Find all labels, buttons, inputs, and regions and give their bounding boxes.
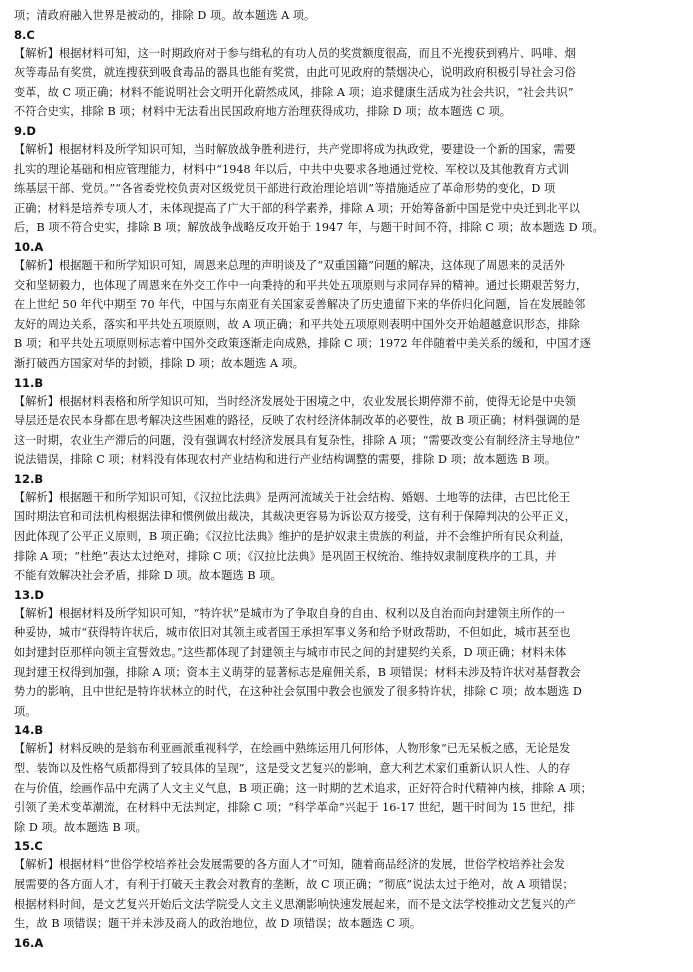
explanation-line: 灰等毒品有奖赏，就连搜获到吸食毒品的器具也能有奖赏，由此可见政府的禁烟决心，说明政府积极引导社会习俗 xyxy=(14,66,576,80)
explanation-line: 【解析】根据题干和所学知识可知，周恩来总理的声明谈及了“双重国籍”问题的解决，这体现了周恩来的灵活外 xyxy=(14,258,565,272)
explanation-line: 种妥协，城市“获得特许状后，城市依旧对其领主或者国王承担军事义务和给予财政帮助，不但如此，城市甚至也 xyxy=(14,626,571,640)
question-block xyxy=(14,26,681,122)
explanation-line: 根据材料时间，是文艺复兴开始后文法学院受人文主义思潮影响快速发展起来，而不是文法学校推动文艺复兴的产 xyxy=(14,897,576,911)
question-number: 8.C xyxy=(14,27,35,42)
explanation-line: 友好的周边关系，落实和平共处五项原则，故 A 项正确；和平共处五项原则表明中国外交开始超越意识形态，排除 xyxy=(14,317,580,331)
intro-line: 项；清政府融入世界是被动的，排除 D 项。故本题选 A 项。 xyxy=(14,9,316,22)
question-block xyxy=(14,721,681,837)
explanation-line: 【解析】根据材料“世俗学校培养社会发展需要的各方面人才”可知，随着商品经济的发展，世俗学校培养社会发 xyxy=(14,858,565,872)
question-block xyxy=(14,586,681,722)
explanation-line: 这一时期，农业生产滞后的问题，没有强调农村经济发展具有复杂性，排除 A 项；“需要改变公有制经济主导地位” xyxy=(14,433,581,447)
explanation-line: 势力的影响，且中世纪是特许状林立的时代，在这种社会氛围中教会也颁发了很多特许状，排除 C 项；故本题选 D xyxy=(14,685,582,699)
explanation-line: 变革，故 C 项正确；材料不能说明社会文明开化蔚然成风，排除 A 项；追求健康生活成为社会共识，“社会共识” xyxy=(14,85,574,99)
explanation-line: 生，故 B 项错误；题干并未涉及商人的政治地位，故 D 项错误；故本题选 C 项。 xyxy=(14,917,422,931)
explanation-line: 说法错误，排除 C 项；材料没有体现农村产业结构和进行产业结构调整的需要，排除 D 项；故本题选 B 项。 xyxy=(14,453,556,467)
explanation-line: 【解析】根据题干和所学知识可知，《汉拉比法典》是两河流域关于社会结构、婚姻、土地等的法律，古巴比伦王 xyxy=(14,490,571,504)
explanation-line: 项。 xyxy=(14,704,37,718)
explanation-line: 导层还是农民本身都在思考解决这些困难的路径，反映了农村经济体制改革的必要性，故 B 项正确；材料强调的是 xyxy=(14,414,581,428)
question-number: 11.B xyxy=(14,375,44,390)
question-number: 9.D xyxy=(14,123,36,138)
question-block xyxy=(14,837,681,933)
explanation-line: 正确；材料是培养专项人才，未体现提高了广大干部的科学素养，排除 A 项；开始筹备新中国是党中央迁到北平以 xyxy=(14,201,580,215)
explanation-line: 展需要的各方面人才，有利于打破天主教会对教育的垄断，故 C 项正确；“彻底”说法太过于绝对，故 A 项错误； xyxy=(14,877,574,891)
explanation-line: 现封建王权得到加强，排除 A 项；资本主义萌芽的显著标志是雇佣关系，B 项错误；材料未涉及特许状对基督教会 xyxy=(14,665,581,679)
explanation-line: 交和坚韧毅力，也体现了周恩来在外交工作中一向秉持的和平共处五项原则与求同存异的精神。通过长期艰苦努力， xyxy=(14,278,588,292)
explanation-line: 【解析】根据材料可知，这一时期政府对于参与缉私的有功人员的奖赏额度很高，而且不光搜获到鸦片、吗啡、烟 xyxy=(14,46,576,60)
explanation-line: 后，B 项不符合史实，排除 B 项；解放战争战略反攻开始于 1947 年，与题干时间不符，排除 C 项；故本题选 D 项。 xyxy=(14,221,604,235)
explanation-line: 【解析】根据材料及所学知识可知，当时解放战争胜利进行，共产党即将成为执政党，要建设一个新的国家，需要 xyxy=(14,142,576,156)
explanation-line: 练基层干部、党员。”“各省委党校负责对区级党员干部进行政治理论培训”等措施适应了革命形势的变化，D 项 xyxy=(14,182,556,196)
explanation-line: 排除 A 项；“杜绝”表达太过绝对，排除 C 项；《汉拉比法典》是巩固王权统治、维持奴隶制度秩序的工具，并 xyxy=(14,549,557,563)
explanation-line: 引领了美术变革潮流，在材料中无法判定，排除 C 项；“科学革命”兴起于 16-17 世纪，题干时间为 15 世纪，排 xyxy=(14,801,575,815)
question-block xyxy=(14,122,681,238)
explanation-line: 在与价值，绘画作品中充满了人文主义气息，B 项正确；这一时期的艺术追求，正好符合时代精神内核，排除 A 项； xyxy=(14,781,592,795)
explanation-line: 不能有效解决社会矛盾，排除 D 项。故本题选 B 项。 xyxy=(14,569,282,583)
question-number: 16.A xyxy=(14,935,44,950)
question-block xyxy=(14,934,681,952)
explanation-line: 渐打破西方国家对华的封锁，排除 D 项；故本题选 A 项。 xyxy=(14,356,305,370)
question-number: 15.C xyxy=(14,839,43,854)
question-block xyxy=(14,374,681,470)
explanation-line: 如封建封臣那样向领主宣誓效忠。”这些都体现了封建领主与城市市民之间的封建契约关系，D 项正确；材料未体 xyxy=(14,646,567,660)
explanation-line: B 项；和平共处五项原则标志着中国外交政策逐渐走向成熟，排除 C 项；1972 年伴随着中美关系的缓和，中国才逐 xyxy=(14,337,591,351)
question-number: 13.D xyxy=(14,587,44,602)
question-number: 14.B xyxy=(14,723,44,738)
explanation-line: 【解析】材料反映的是翁布利亚画派重视科学，在绘画中熟练运用几何形体，人物形象“已无呆板之感，无论是发 xyxy=(14,742,571,756)
explanation-line: 扎实的理论基础和相应管理能力，材料中“1948 年以后，中共中央要求各地通过党校、军校以及其他教育方式训 xyxy=(14,162,569,176)
explanation-line: 在上世纪 50 年代中期至 70 年代，中国与东南亚有关国家妥善解决了历史遗留下来的华侨归化问题，旨在发展睦邻 xyxy=(14,298,586,312)
explanation-line: 国时期法官和司法机构根据法律和惯例做出裁决，其裁决更容易为诉讼双方接受，这有利于保障判决的公平正义， xyxy=(14,510,576,524)
explanation-line: 除 D 项。故本题选 B 项。 xyxy=(14,820,147,834)
explanation-line: 因此体现了公平正义原则，B 项正确；《汉拉比法典》维护的是护奴隶主贵族的利益，并不会维护所有民众利益， xyxy=(14,530,571,544)
explanation-line: 型、装饰以及性格气质都得到了较具体的呈现”，这是受文艺复兴的影响，意大利艺术家们重新认识人性、人的存 xyxy=(14,762,571,775)
explanation-line: 不符合史实，排除 B 项；材料中无法看出民国政府地方治理获得成功，排除 D 项；故本题选 C 项。 xyxy=(14,105,512,119)
question-block xyxy=(14,470,681,586)
question-number: 10.A xyxy=(14,239,44,254)
question-block xyxy=(14,238,681,374)
explanation-line: 【解析】根据材料表格和所学知识可知，当时经济发展处于困境之中，农业发展长期停滞不前，使得无论是中央领 xyxy=(14,394,576,408)
question-number: 12.B xyxy=(14,471,44,486)
explanation-line: 【解析】根据材料及所学知识可知，“特许状”是城市为了争取自身的自由、权利以及自治而向封建领主所作的一 xyxy=(14,606,565,620)
